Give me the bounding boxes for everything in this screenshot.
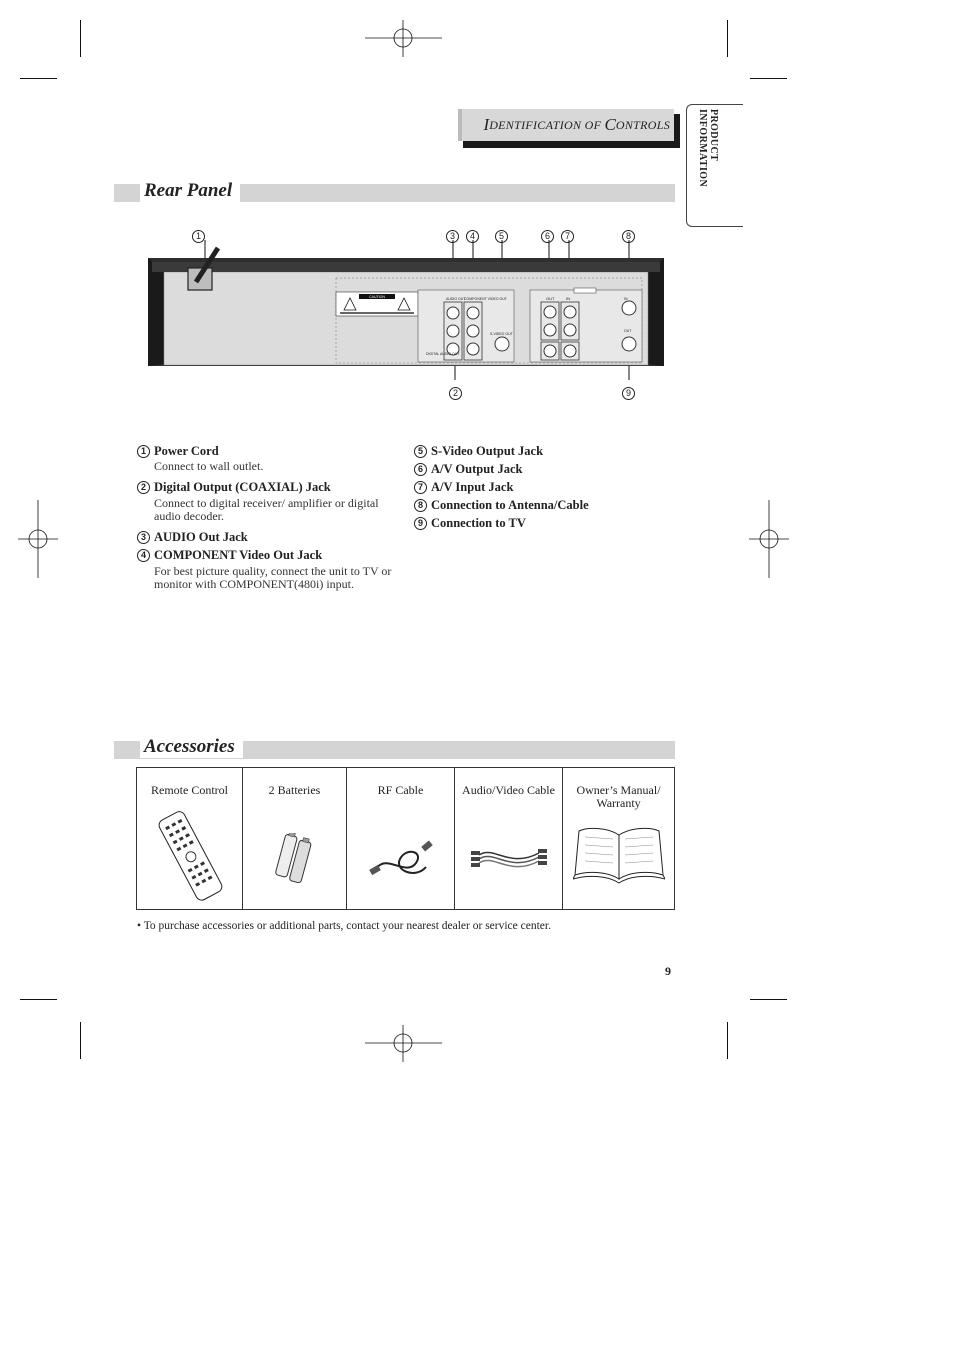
legend-item: 8 Connection to Antenna/Cable <box>414 496 654 514</box>
coaxial-label: DIGITAL AUDIO OUT <box>426 352 460 356</box>
callout-3: 3 <box>446 226 463 245</box>
page-header-title <box>458 109 674 141</box>
legend-item: 3 AUDIO Out Jack <box>137 529 392 547</box>
legend-item: 2 Digital Output (COAXIAL) Jack <box>137 479 392 497</box>
title-initial: C <box>604 115 616 134</box>
crop-mark <box>80 1022 81 1059</box>
accessories-footnote: • To purchase accessories or additional parts, contact your nearest dealer or service center. <box>137 920 551 932</box>
crop-mark <box>750 999 787 1000</box>
legend-desc: Connect to digital receiver/ amplifier or digital audio decoder. <box>154 495 379 523</box>
legend-item: 5 S-Video Output Jack <box>414 442 654 460</box>
audio-out-label: AUDIO OUT <box>446 297 466 301</box>
callout-6: 6 <box>541 226 558 245</box>
callout-9: 9 <box>622 383 639 402</box>
av-in-label: IN <box>566 296 570 301</box>
registration-mark <box>365 1025 442 1062</box>
callout-2: 2 <box>449 383 466 402</box>
component-label: COMPONENT VIDEO OUT <box>464 297 507 301</box>
legend-item: 9 Connection to TV <box>414 514 654 532</box>
callout-4: 4 <box>466 226 483 245</box>
manual-book-icon <box>563 825 674 885</box>
crop-mark <box>727 1022 728 1059</box>
accessory-label: Remote Control <box>151 783 228 797</box>
title-word: DENTIFICATION OF <box>489 117 605 132</box>
title-initial: I <box>483 115 490 134</box>
antenna-in-label: IN <box>624 297 628 301</box>
accessory-label: RF Cable <box>377 783 424 797</box>
section-side-tab <box>686 104 743 227</box>
accessory-label: 2 Batteries <box>268 783 321 797</box>
accessory-cell <box>243 768 347 909</box>
accessories-table <box>136 767 675 910</box>
accessory-cell <box>137 768 243 909</box>
accessory-label: Owner’s Manual/ Warranty <box>576 783 661 810</box>
accessory-label: Audio/Video Cable <box>462 783 555 797</box>
svideo-label: S-VIDEO OUT <box>490 332 513 336</box>
rear-panel-legend-right <box>414 442 654 532</box>
registration-mark <box>18 500 58 578</box>
caution-label: CAUTION <box>369 295 385 299</box>
remote-control-icon <box>137 807 242 903</box>
rf-cable-icon <box>347 833 454 883</box>
registration-mark <box>749 500 789 578</box>
legend-item: 1 Power Cord <box>137 442 392 460</box>
rear-panel-title: Rear Panel <box>140 180 240 202</box>
callout-5: 5 <box>495 226 512 245</box>
registration-mark <box>365 20 442 57</box>
crop-mark <box>80 20 81 57</box>
legend-item: 4 COMPONENT Video Out Jack <box>137 547 392 565</box>
crop-mark <box>727 20 728 57</box>
tv-out-label: OUT <box>624 329 632 333</box>
rear-panel-diagram <box>146 240 666 380</box>
side-tab-label: PRODUCT INFORMATION <box>697 109 719 188</box>
callout-8: 8 <box>622 226 639 245</box>
accessory-cell <box>455 768 563 909</box>
title-word: ONTROLS <box>615 117 670 132</box>
accessory-cell <box>563 768 674 909</box>
av-cable-icon <box>455 841 562 875</box>
av-out-label: OUT <box>546 296 555 301</box>
crop-mark <box>750 78 787 79</box>
page-number: 9 <box>665 964 671 978</box>
crop-mark <box>20 78 57 79</box>
callout-7: 7 <box>561 226 578 245</box>
callout-1: 1 <box>192 226 209 245</box>
legend-desc: Connect to wall outlet. <box>154 459 264 473</box>
accessory-cell <box>347 768 455 909</box>
legend-item: 6 A/V Output Jack <box>414 460 654 478</box>
accessories-title: Accessories <box>140 736 243 758</box>
legend-item: 7 A/V Input Jack <box>414 478 654 496</box>
legend-desc: For best picture quality, connect the unit to TV or monitor with COMPONENT(480i) input. <box>154 563 392 591</box>
batteries-icon <box>243 833 346 883</box>
rear-panel-legend-left <box>137 442 392 597</box>
crop-mark <box>20 999 57 1000</box>
